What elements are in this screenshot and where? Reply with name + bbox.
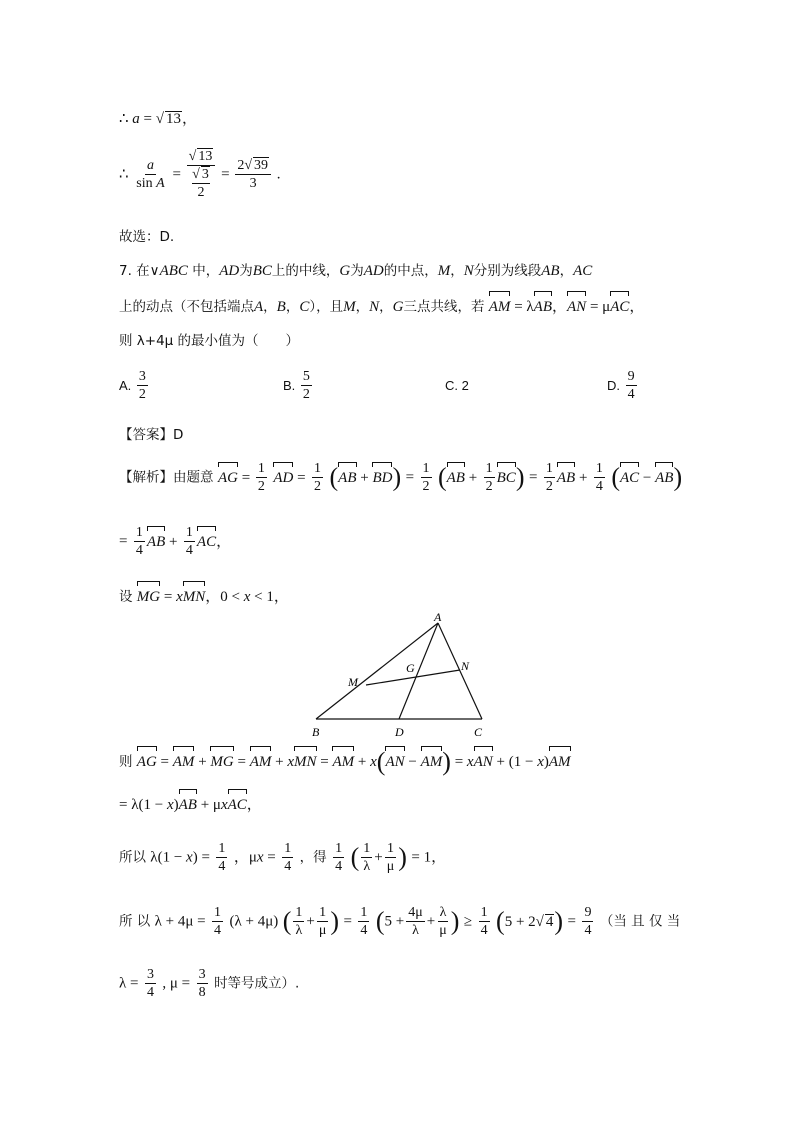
analysis-then-line: 则 AG = AM + MG = AM + xMN = AM + x(AN − AM ) = xAN + (1 − x)AM	[119, 747, 571, 776]
analysis-final-line-2: λ = $\frac{3}{4}$ , μ = $\frac{3}{8}$ 时等号成立）.	[119, 967, 300, 1000]
analysis-line-1: 【解析】由题意 AG = $\frac{1}{2}$ AD = $\frac{1}{2}$ (AB + BD ) = $\frac{1}{2}$ (AB + $\frac{1}{2}$ BC ) = $\frac{1}{2}$ AB + $\frac{1}{4}$ (AC − AB )	[119, 461, 683, 494]
question-line-2: 上的动点（不包括端点A，B，C），且M，N，G三点共线，若 AM = λAB ，AN = μAC ，	[119, 298, 644, 316]
segment-AB	[316, 623, 438, 719]
analysis-then-line-2: = λ(1 − x)AB + μxAC ，	[119, 796, 262, 814]
option-D[interactable]: D. $\frac{9}{4}$	[607, 369, 635, 402]
option-A[interactable]: A. $\frac{3}{2}$	[119, 369, 146, 402]
frac-a-over-sinA: $\frac{a}{\text{sin A}}$	[136, 158, 165, 191]
frac-2sqrt39-over-3: $\frac{2√ 39}{3}$	[235, 157, 271, 192]
therefore-symbol: ∴	[119, 111, 133, 127]
label-N: N	[461, 659, 470, 673]
option-B[interactable]: B. $\frac{5}{2}$	[283, 369, 310, 402]
segment-AC	[438, 623, 482, 719]
line-law-of-sines: ∴ $\frac{a}{\text{sin A}}$ = √ 13 √ 3 2 = $\frac{2√ 39}{3}$ .	[119, 149, 281, 200]
label-B: B	[312, 725, 320, 739]
label-M: M	[348, 675, 358, 689]
triangle-figure	[300, 612, 500, 742]
analysis-final-line: 所 以 λ + 4μ = $\frac{1}{4}$ (λ + 4μ) ( $\frac{1}{\lambda}$ + $\frac{1}{\mu}$ ) = $\frac{1}{4}$ (5 + $\frac{4\mu}{\lambda}$ + $\frac{\lambda}{\mu}$ ) ≥ $\frac{1}{4}$ (5 + 2√ 4) = $\frac{9}{4}$ （当 且 仅 当	[119, 905, 681, 938]
frac-sqrt13-over-sqrt3-2: √ 13 √ 3 2	[187, 148, 216, 201]
analysis-line-2: = $\frac{1}{4}$ AB + $\frac{1}{4}$ AC ，	[119, 525, 232, 558]
segment-AD	[399, 623, 438, 719]
answer-line: 【答案】D	[119, 427, 184, 443]
analysis-set-line: 设 MG = xMN ，0 < x < 1，	[119, 588, 289, 606]
question-line-3: 则 λ+4μ 的最小值为（ ）	[119, 333, 300, 349]
label-G: G	[406, 661, 415, 675]
label-C: C	[474, 725, 483, 739]
label-A: A	[434, 612, 442, 624]
label-D: D	[395, 725, 404, 739]
question-line-1: 7. 在∨ABC 中，AD为BC上的中线，G为AD的中点，M，N分别为线段AB，AC	[119, 263, 593, 279]
choose-line: 故选：D.	[119, 229, 175, 245]
analysis-so-line: 所以 λ(1 − x) = $\frac{1}{4}$ ，μx = $\frac{1}{4}$ ，得 $\frac{1}{4}$ ( $\frac{1}{\lambda}$ + $\frac{1}{\mu}$ ) = 1，	[119, 841, 447, 874]
option-C[interactable]: C. 2	[445, 378, 469, 393]
line-a-value: ∴ a = √ 13，	[119, 111, 198, 127]
